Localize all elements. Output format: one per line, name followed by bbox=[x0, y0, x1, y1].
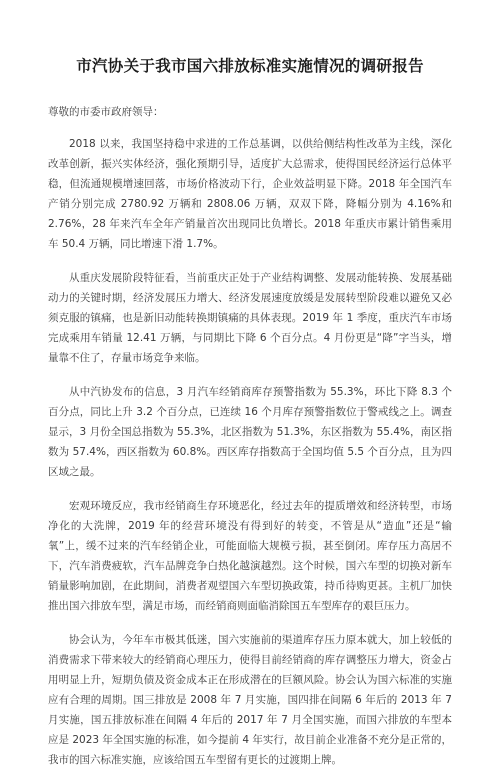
paragraph-4: 宏观环境反应，我市经销商生存环境恶化，经过去年的提质增效和经济转型，市场净化的大洗牌，2019 年的经营环境没有得到好的转变，不管是从“造血”还是“输氧”上，缓不过来的汽车经销企业，可能面临大规模亏损，甚至倒闭。库存压力高居不下，汽车消费疲软，汽车品牌竞争白热化越演越烈。这个时候，国六车型的切换对新车销量影响加剧，在此期间，消费者观望国六车型切换政策，持币待购更甚。主机厂加快推出国六排放车型，满足市场，而经销商则面临消除国五车型库存的艰巨压力。 bbox=[48, 500, 452, 612]
paragraph-3: 从中汽协发布的信息，3 月汽车经销商库存预警指数为 55.3%，环比下降 8.3 个百分点，同比上升 3.2 个百分点，已连续 16 个月库存预警指数位于警戒线之上。调查显示，3 月份全国总指数为 55.3%，北区指数为 51.3%，东区指数为 55.4%，南区指数为 57.4%，西区指数为 60.8%。西区库存指数高于全国均值 5.5 个百分点，且为四区域之最。 bbox=[48, 386, 452, 478]
paragraph-2: 从重庆发展阶段特征看，当前重庆正处于产业结构调整、发展动能转换、发展基础动力的关键时期，经济发展压力增大、经济发展速度放缓是发展转型阶段难以避免又必须克服的镇痛，也是新旧动能转换期镇痛的具体表现。2019 年 1 季度，重庆汽车市场完成乘用车销量 12.41 万辆，与同期比下降 6 个百分点。4 月份更是“降”字当头，增量靠不住了，存量市场竞争来临。 bbox=[48, 272, 452, 364]
paragraph-1: 2018 以来，我国坚持稳中求进的工作总基调，以供给侧结构性改革为主线，深化改革创新，振兴实体经济，强化预期引导，适度扩大总需求，使得国民经济运行总体平稳，但流通规模增速回落，市场价格波动下行，企业效益明显下降。2018 年全国汽车产销分别完成 2780.92 万辆和 2808.06 万辆，双双下降，降幅分别为 4.16%和 2.76%，28 年来汽车全年产销量首次出现同比负增长。2018 年重庆市累计销售乘用车 50.4 万辆，同比增速下滑 1.7%。 bbox=[48, 138, 452, 250]
document-title: 市汽协关于我市国六排放标准实施情况的调研报告 bbox=[76, 57, 424, 75]
paragraph-5: 协会认为，今年车市极其低迷，国六实施前的渠道库存压力原本就大，加上较低的消费需求下带来较大的经销商心理压力，使得目前经销商的库存调整压力增大，资金占用明显上升，短期负债及资金成本正在形成潜在的巨额风险。协会认为国六标准的实施应有合理的周期。国三排放是 2008 年 7 月实施，国四排在间隔 6 年后的 2013 年 7 月实施，国五排放标准在间隔 4 年后的 2017 年 7 月全国实施，而国六排放的车型本应是 2023 年全国实施的标准，如今提前 4 年实行，故目前企业准备不充分是正常的，我市的国六标准实施，应该给国五车型留有更长的过渡期上牌。 bbox=[48, 634, 452, 766]
greeting-line: 尊敬的市委市政府领导： bbox=[48, 106, 164, 118]
